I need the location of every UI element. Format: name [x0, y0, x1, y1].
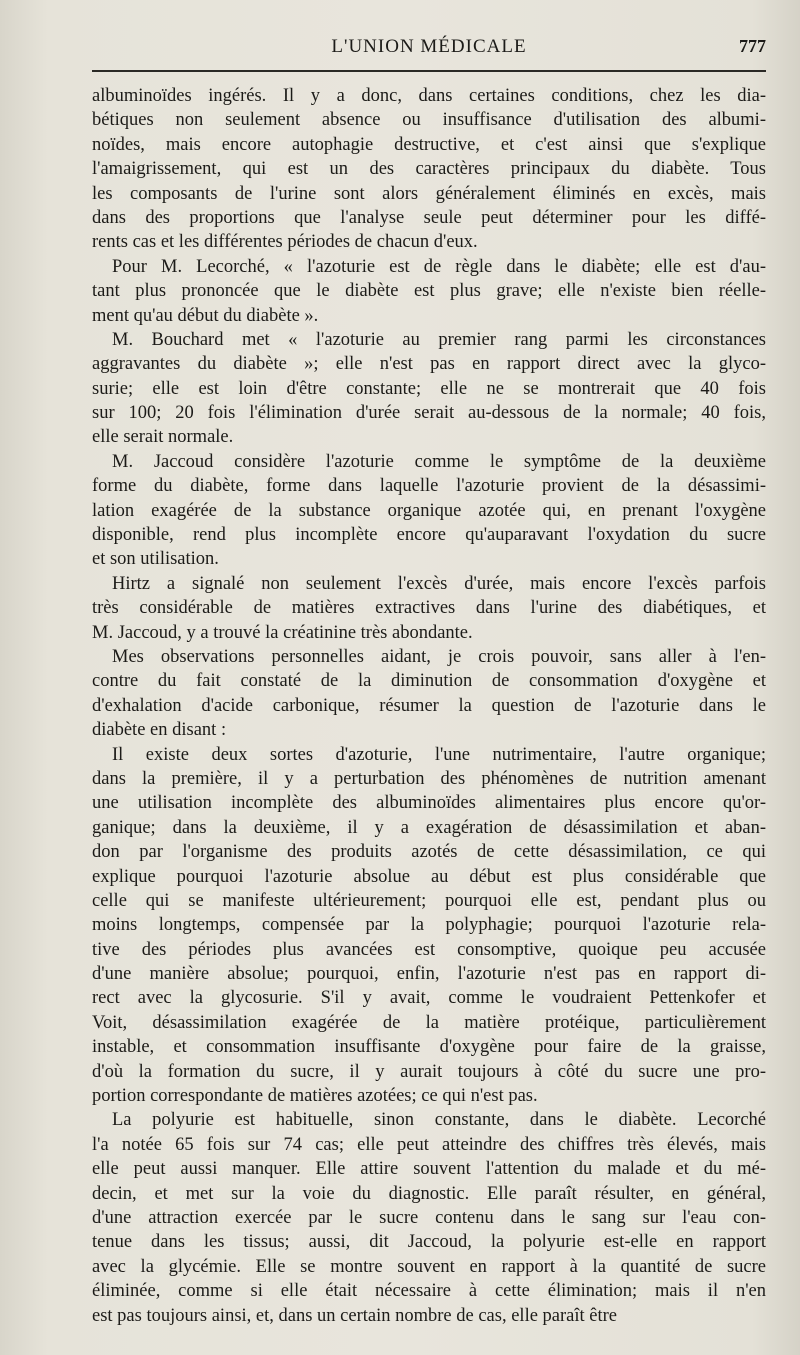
text-line: surie; elle est loin d'être constante; elle ne se montrerait que 40 fois: [92, 378, 766, 399]
text-line: d'une attraction exercée par le sucre contenu dans le sang sur l'eau con-: [92, 1207, 766, 1228]
text-line: éliminée, comme si elle était nécessaire à cette élimination; mais il n'en: [92, 1281, 766, 1302]
body-text: [92, 84, 766, 1328]
text-line: dans des proportions que l'analyse seule peut déterminer pour les diffé-: [92, 207, 766, 228]
page-number: 777: [739, 36, 766, 56]
text-line: diabète en disant :: [92, 720, 227, 741]
text-line: l'a notée 65 fois sur 74 cas; elle peut atteindre des chiffres très élevés, mais: [92, 1134, 766, 1155]
text-line: portion correspondante de matières azotées; ce qui n'est pas.: [92, 1086, 538, 1107]
text-line: disponible, rend plus incomplète encore qu'auparavant l'oxydation du sucre: [92, 525, 766, 546]
text-line: très considérable de matières extractives dans l'urine des diabétiques, et: [92, 598, 766, 619]
text-line: d'où la formation du sucre, il y aurait toujours à côté du sucre une pro-: [92, 1061, 766, 1082]
text-line: decin, et met sur la voie du diagnostic. Elle paraît résulter, en général,: [92, 1183, 766, 1204]
text-line: bétiques non seulement absence ou insuffisance d'utilisation des albumi-: [92, 110, 766, 131]
text-line: est pas toujours ainsi, et, dans un certain nombre de cas, elle paraît être: [92, 1305, 618, 1326]
text-line: aggravantes du diabète »; elle n'est pas en rapport direct avec la glyco-: [92, 354, 766, 375]
text-line: d'exhalation d'acide carbonique, résumer la question de l'azoturie dans le: [92, 695, 766, 716]
text-line: don par l'organisme des produits azotés de cette désassimilation, ce qui: [92, 842, 766, 863]
text-line: La polyurie est habituelle, sinon constante, dans le diabète. Lecorché: [112, 1110, 766, 1131]
text-line: sur 100; 20 fois l'élimination d'urée serait au-dessous de la normale; 40 fois,: [92, 403, 766, 424]
text-line: instable, et consommation insuffisante d'oxygène pour faire de la graisse,: [92, 1037, 766, 1058]
text-line: dans la première, il y a perturbation des phénomènes de nutrition amenant: [92, 768, 766, 789]
text-line: Voit, désassimilation exagérée de la matière protéique, particulièrement: [92, 1012, 766, 1033]
text-line: ment qu'au début du diabète ».: [92, 305, 319, 326]
text-line: contre du fait constaté de la diminution de consommation d'oxygène et: [92, 671, 766, 692]
text-line: elle peut aussi manquer. Elle attire souvent l'attention du malade et du mé-: [92, 1159, 766, 1180]
paragraph: [92, 255, 766, 328]
paragraph: [92, 743, 766, 1109]
journal-title: L'UNION MÉDICALE: [331, 36, 527, 57]
paragraph: [92, 450, 766, 572]
text-line: noïdes, mais encore autophagie destructive, et c'est ainsi que s'explique: [92, 134, 766, 155]
text-line: ganique; dans la deuxième, il y a exagération de désassimilation et aban-: [92, 817, 766, 838]
text-line: moins longtemps, compensée par la polyphagie; pourquoi l'azoturie rela-: [92, 915, 766, 936]
text-line: M. Bouchard met « l'azoturie au premier rang parmi les circonstances: [112, 329, 766, 350]
text-line: M. Jaccoud, y a trouvé la créatinine très abondante.: [92, 622, 473, 643]
paragraph: [92, 328, 766, 450]
text-line: d'une manière absolue; pourquoi, enfin, l'azoturie n'est pas en rapport di-: [92, 964, 766, 985]
text-line: une utilisation incomplète des albuminoïdes alimentaires plus encore qu'or-: [92, 793, 766, 814]
text-line: tenue dans les tissus; aussi, dit Jaccoud, la polyurie est-elle en rapport: [92, 1232, 766, 1253]
text-line: celle qui se manifeste ultérieurement; pourquoi elle est, pendant plus ou: [92, 890, 766, 911]
text-line: M. Jaccoud considère l'azoturie comme le symptôme de la deuxième: [112, 451, 766, 472]
text-line: Mes observations personnelles aidant, je crois pouvoir, sans aller à l'en-: [112, 646, 766, 667]
running-head: [92, 36, 766, 66]
text-line: avec la glycémie. Elle se montre souvent en rapport à la quantité de sucre: [92, 1256, 766, 1277]
text-line: l'amaigrissement, qui est un des caractères principaux du diabète. Tous: [92, 159, 766, 180]
header-rule: [92, 70, 766, 72]
paragraph: [92, 645, 766, 743]
text-line: les composants de l'urine sont alors généralement éliminés en excès, mais: [92, 183, 766, 204]
text-line: tant plus prononcée que le diabète est plus grave; elle n'existe bien réelle-: [92, 281, 766, 302]
paragraph: [92, 1108, 766, 1328]
text-line: Il existe deux sortes d'azoturie, l'une nutrimentaire, l'autre organique;: [112, 744, 766, 765]
text-line: rect avec la glycosurie. S'il y avait, comme le voudraient Pettenkofer et: [92, 988, 766, 1009]
text-line: explique pourquoi l'azoturie absolue au début est plus considérable que: [92, 866, 766, 887]
text-line: et son utilisation.: [92, 549, 219, 570]
text-line: lation exagérée de la substance organique azotée qui, en prenant l'oxygène: [92, 500, 766, 521]
paragraph: [92, 84, 766, 255]
text-line: albuminoïdes ingérés. Il y a donc, dans certaines conditions, chez les dia-: [92, 86, 766, 106]
text-line: Hirtz a signalé non seulement l'excès d'urée, mais encore l'excès parfois: [112, 573, 766, 594]
text-line: Pour M. Lecorché, « l'azoturie est de règle dans le diabète; elle est d'au-: [112, 256, 766, 277]
text-line: tive des périodes plus avancées est consomptive, quoique peu accusée: [92, 939, 766, 960]
paragraph: [92, 572, 766, 645]
text-line: forme du diabète, forme dans laquelle l'azoturie provient de la désassimi-: [92, 476, 766, 497]
text-line: elle serait normale.: [92, 427, 234, 448]
text-line: rents cas et les différentes périodes de chacun d'eux.: [92, 232, 478, 253]
